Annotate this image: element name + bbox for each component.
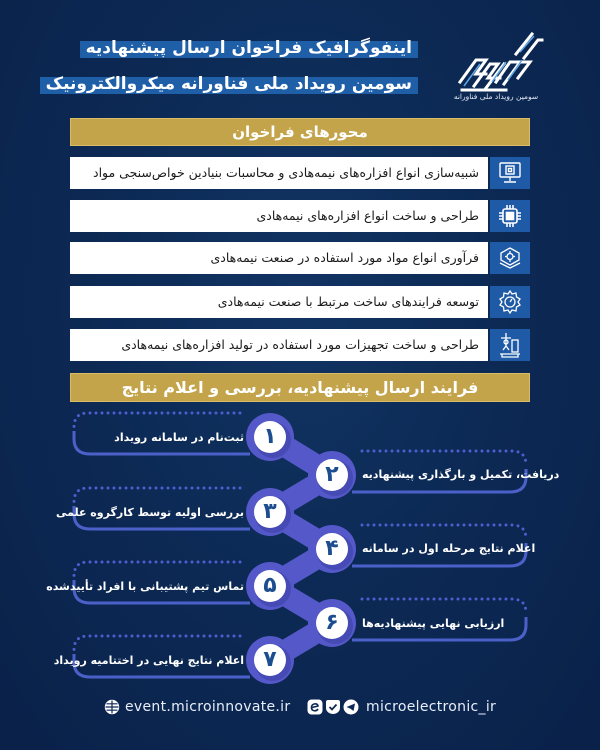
website-link[interactable]: event.microinnovate.ir bbox=[125, 699, 291, 715]
topic-item bbox=[70, 157, 530, 189]
machine-arm-icon bbox=[490, 329, 530, 361]
topic-item bbox=[70, 329, 530, 361]
step-label: بررسی اولیه توسط کارگروه علمی bbox=[55, 506, 244, 519]
step-label: دریافت، تکمیل و بارگذاری پیشنهادیه bbox=[362, 468, 560, 481]
step-label: تماس تیم پشتیبانی با افراد تأییدشده bbox=[46, 580, 244, 593]
process-heading: فرایند ارسال پیشنهادیه، بررسی و اعلام نتایج bbox=[70, 373, 530, 402]
step-number: ۵ bbox=[254, 570, 286, 602]
step-dotted-line bbox=[362, 451, 526, 465]
step-number: ۱ bbox=[254, 421, 286, 453]
gear-gauge-icon bbox=[490, 286, 530, 318]
title-line-2: سومین رویداد ملی فناورانه میکروالکترونیک bbox=[40, 77, 418, 94]
globe-icon bbox=[104, 699, 120, 715]
topic-item bbox=[70, 200, 530, 232]
step-dotted-line bbox=[74, 413, 240, 427]
step-label: اعلام نتایج مرحله اول در سامانه bbox=[362, 542, 536, 555]
step-number: ۳ bbox=[254, 496, 286, 528]
chip-icon bbox=[490, 200, 530, 232]
step-number: ۴ bbox=[316, 533, 348, 565]
step-dotted-line bbox=[362, 525, 526, 539]
monitor-chip-icon bbox=[490, 157, 530, 189]
topic-label: طراحی و ساخت انواع افزاره‌های نیمه‌هادی bbox=[70, 200, 488, 232]
title-line-1: اینفوگرافیک فراخوان ارسال پیشنهادیه bbox=[80, 41, 418, 58]
bale-icon[interactable] bbox=[325, 699, 341, 715]
topics-heading: محورهای فراخوان bbox=[70, 118, 530, 146]
topic-label: طراحی و ساخت تجهیزات مورد استفاده در تولید افزاره‌های نیمه‌هادی bbox=[70, 329, 488, 361]
step-dotted-line bbox=[74, 562, 240, 576]
logo-caption: سومین رویداد ملی فناورانه bbox=[453, 92, 539, 101]
topic-label: توسعه فرایندهای ساخت مرتبط با صنعت نیمه‌هادی bbox=[70, 286, 488, 318]
topic-label: شبیه‌سازی انواع افزاره‌های نیمه‌هادی و محاسبات بنیادین خواص‌سنجی مواد bbox=[70, 157, 488, 189]
step-dotted-line bbox=[74, 488, 240, 502]
topic-item bbox=[70, 286, 530, 318]
step-number: ۷ bbox=[254, 644, 286, 676]
telegram-icon[interactable] bbox=[343, 699, 359, 715]
step-number: ۲ bbox=[316, 459, 348, 491]
eitaa-icon[interactable] bbox=[307, 699, 323, 715]
step-label: ارزیابی نهایی پیشنهادیه‌ها bbox=[362, 617, 505, 630]
social-handle[interactable]: microelectronic_ir bbox=[366, 699, 497, 715]
topic-item bbox=[70, 242, 530, 274]
wafer-icon bbox=[490, 242, 530, 274]
step-dotted-line bbox=[74, 636, 240, 650]
topic-label: فرآوری انواع مواد مورد استفاده در صنعت نیمه‌هادی bbox=[70, 242, 488, 274]
step-number: ۶ bbox=[316, 607, 348, 639]
step-label: ثبت‌نام در سامانه رویداد bbox=[114, 431, 244, 444]
step-dotted-line bbox=[362, 599, 526, 613]
step-label: اعلام نتایج نهایی در اختتامیه رویداد bbox=[53, 654, 244, 667]
